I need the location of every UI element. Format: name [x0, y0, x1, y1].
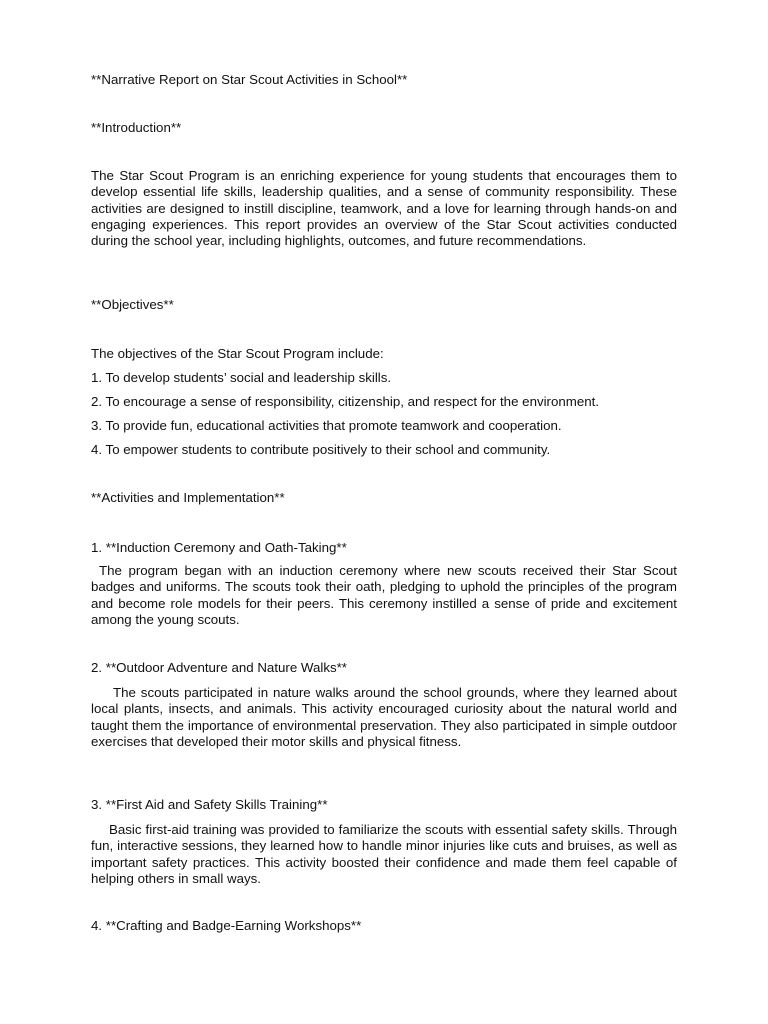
activity-title: 4. **Crafting and Badge-Earning Workshops**: [91, 918, 362, 933]
activity-title: 3. **First Aid and Safety Skills Training**: [91, 797, 328, 812]
activity-paragraph: Basic first-aid training was provided to familiarize the scouts with essential safety skills. Through fun, interactive sessions, they learned how to handle minor injuries like cuts and bruises, as well as important safety practices. This activity boosted their confidence and made them feel capable of helping others in small ways.: [91, 822, 677, 886]
activities-heading: **Activities and Implementation**: [91, 490, 285, 505]
objective-item: 2. To encourage a sense of responsibility, citizenship, and respect for the environment.: [91, 394, 600, 409]
document-title: **Narrative Report on Star Scout Activities in School**: [91, 72, 408, 87]
objective-item: 1. To develop students’ social and leadership skills.: [91, 370, 392, 385]
activity-paragraph: The scouts participated in nature walks around the school grounds, where they learned about local plants, insects, and animals. This activity encouraged curiosity about the natural world and taught them the importance of environmental preservation. They also participated in simple outdoor exercises that developed their motor skills and physical fitness.: [91, 685, 677, 749]
objectives-intro: The objectives of the Star Scout Program include:: [91, 346, 384, 361]
activity-title: 2. **Outdoor Adventure and Nature Walks**: [91, 660, 347, 675]
activity-paragraph: The program began with an induction ceremony where new scouts received their Star Scout badges and uniforms. The scouts took their oath, pledging to uphold the principles of the program and become role models for their peers. This ceremony instilled a sense of pride and excitement among the young scouts.: [91, 563, 677, 627]
objective-item: 4. To empower students to contribute positively to their school and community.: [91, 442, 551, 457]
activity-title: 1. **Induction Ceremony and Oath-Taking**: [91, 540, 347, 555]
objectives-heading: **Objectives**: [91, 297, 174, 312]
introduction-heading: **Introduction**: [91, 120, 182, 135]
introduction-paragraph: The Star Scout Program is an enriching experience for young students that encourages them to develop essential life skills, leadership qualities, and a sense of community responsibility. These activities are designed to instill discipline, teamwork, and a love for learning through hands-on and engaging experiences. This report provides an overview of the Star Scout activities conducted during the school year, including highlights, outcomes, and future recommendations.: [91, 168, 677, 249]
objective-item: 3. To provide fun, educational activities that promote teamwork and cooperation.: [91, 418, 562, 433]
